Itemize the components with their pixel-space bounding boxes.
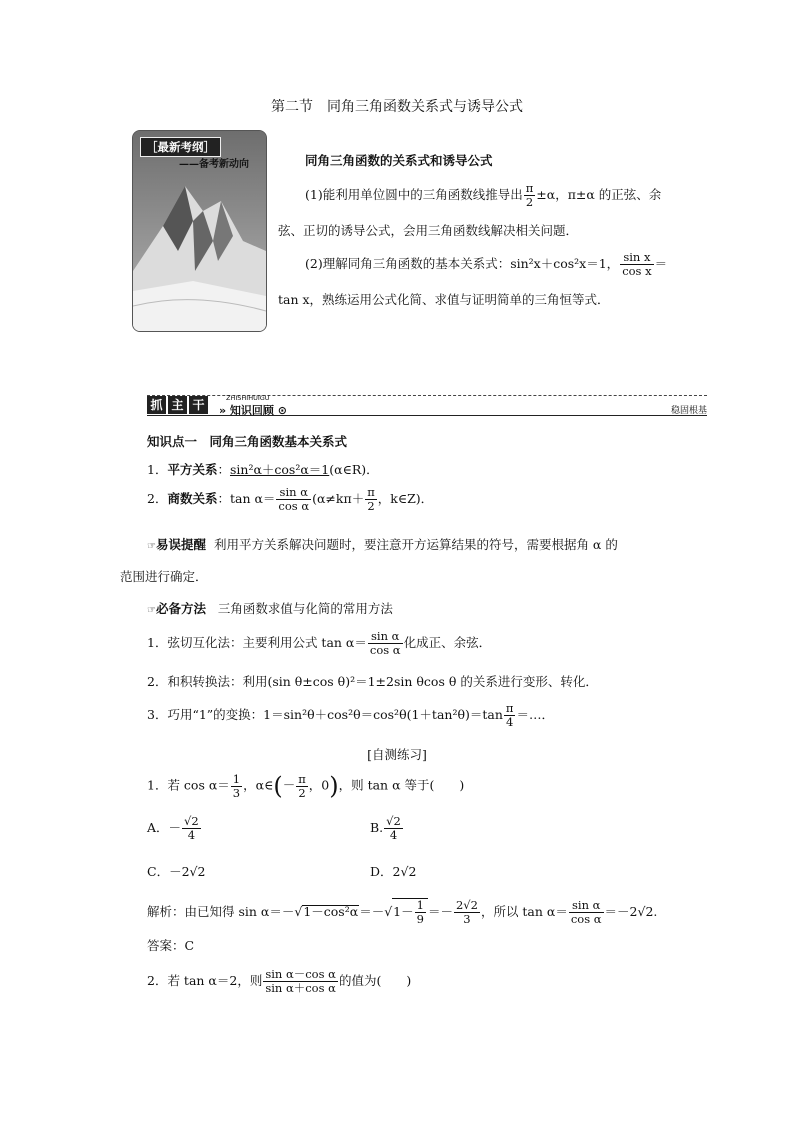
method-1 — [147, 630, 491, 657]
kp-l1-label: 平方关系 — [167, 462, 218, 477]
kp-l2-label: 商数关系 — [167, 491, 218, 506]
warning-line-2: 范围进行确定． — [120, 569, 208, 584]
kp-l1-colon: ： — [217, 462, 230, 477]
pi-numerator: π — [298, 771, 306, 786]
option-d-root: √2 — [400, 864, 417, 879]
banner-char-2: 主 — [168, 396, 187, 414]
sina-numerator: sin α — [276, 486, 311, 500]
option-c-root: √2 — [189, 864, 206, 879]
outline-item-2-text: (2)理解同角三角函数的基本关系式：sin²x＋cos²x＝1， — [305, 256, 620, 271]
method-3-text-a: 3．巧用“1”的变换：1＝sin²θ＋cos²θ＝cos²θ(1＋tan²θ)＝tan — [147, 707, 503, 722]
pi-numerator: π — [525, 181, 534, 195]
mountain-photo — [132, 130, 267, 332]
method-1-text-b: 化成正、余弦． — [403, 635, 492, 650]
kp-heading: 知识点一 同角三角函数基本关系式 — [147, 434, 348, 449]
one-numerator: 1 — [416, 898, 424, 912]
two-denominator: 2 — [367, 499, 375, 513]
banner-label: » 知识回顾 ⊙ — [219, 404, 287, 417]
q2-text-b: 的值为( ) — [338, 973, 412, 988]
option-a[interactable] — [147, 815, 202, 842]
method-3-text-b: ＝…． — [516, 707, 554, 722]
warning-text: 利用平方关系解决问题时，要注意开方运算结果的符号，需要根据角 α 的 — [213, 537, 618, 552]
cosa-denominator: cos α — [278, 499, 310, 513]
sol-text-c: ＝－ — [427, 904, 453, 919]
kp-l2-text: ：tan α＝ — [217, 491, 276, 506]
banner-char-1: 抓 — [147, 396, 166, 414]
kp-l1-num: 1． — [147, 462, 168, 477]
banner-right: 稳固根基 — [670, 406, 707, 416]
banner-bottom-line — [147, 415, 707, 416]
method-note — [147, 599, 393, 617]
method-2: 2．和积转换法：利用(sin θ±cos θ)²＝1±2sin θcos θ 的关系进行变形、转化． — [147, 674, 598, 689]
method-icon: ☞ — [147, 605, 156, 616]
outline-item-1-text-a: (1)能利用单位圆中的三角函数线推导出 — [305, 187, 523, 202]
cosa-denominator: cos α — [570, 912, 602, 926]
one-numerator: 1 — [232, 771, 241, 786]
cosx-denominator: cos x — [622, 264, 652, 278]
page-title: 第二节 同角三角函数关系式与诱导公式 — [271, 99, 523, 115]
option-a-label: A．－ — [147, 820, 182, 835]
outline-tag: ［最新考纲］ — [140, 137, 221, 157]
option-b-label: B. — [370, 820, 384, 835]
equals-sign: ＝ — [654, 256, 668, 271]
four-denominator: 4 — [389, 828, 398, 842]
sol-one-minus: 1－ — [393, 904, 414, 919]
outline-item-2-line2: tan x，熟练运用公式化简、求值与证明简单的三角恒等式． — [278, 292, 610, 307]
kp-line-1 — [147, 460, 379, 478]
sol-text-a: 解析：由已知得 sin α＝－ — [147, 904, 295, 919]
q1-text-b: ，α∈ — [243, 777, 274, 793]
kp-l1-domain: (α∈R)． — [329, 462, 379, 477]
two-root2-numerator: 2√2 — [455, 898, 478, 912]
answer-1: 答案：C — [147, 938, 195, 953]
method-1-text-a: 1．弦切互化法：主要利用公式 tan α＝ — [147, 635, 367, 650]
option-c[interactable] — [147, 862, 205, 880]
root2-numerator: √2 — [184, 814, 199, 828]
q2-denominator: sin α＋cos α — [265, 981, 336, 995]
four-denominator: 4 — [506, 715, 514, 729]
sol-text-b: ＝－ — [359, 904, 385, 919]
kp-l2-cond: (α≠kπ＋ — [312, 491, 365, 506]
kp-l2-end: ，k∈Z)． — [377, 491, 434, 506]
kp-l1-formula: sin²α＋cos²α＝1 — [229, 462, 330, 477]
option-c-label: C．－2 — [147, 864, 190, 879]
four-denominator: 4 — [187, 828, 196, 842]
kp-line-2 — [147, 486, 433, 513]
outline-item-2 — [305, 251, 667, 278]
section-banner — [147, 393, 707, 417]
q1-zero: ，0 — [308, 777, 330, 793]
question-1 — [147, 772, 464, 800]
warning-icon: ☞ — [147, 541, 156, 552]
root2-numerator: √2 — [386, 814, 401, 828]
warning-note — [147, 535, 618, 553]
two-denominator: 2 — [298, 785, 306, 800]
outline-item-1-text-b: ±α，π±α 的正弦、余 — [536, 187, 662, 202]
q1-minus: － — [282, 777, 296, 793]
nine-denominator: 9 — [416, 912, 424, 926]
kp-l2-num: 2． — [147, 491, 168, 506]
option-b[interactable] — [370, 815, 404, 842]
outline-tag-sub: ——备考新动向 — [179, 159, 249, 170]
q1-text-a: 1．若 cos α＝ — [147, 777, 230, 793]
method-3 — [147, 702, 554, 729]
q2-numerator: sin α－cos α — [265, 967, 336, 981]
three-denominator: 3 — [463, 912, 471, 926]
banner-char-3: 干 — [189, 396, 208, 414]
sinx-numerator: sin x — [620, 251, 653, 265]
solution-1: 解析：由已知得 sin α＝－√1－cos²α＝－√1－ $\frac{1}{9}$ ＝－ $\frac{2√2}{3}$ ，所以 tan α＝ $\frac{\text{sin α}}{\text{cos α}}$ ＝－2√2. — [147, 898, 658, 926]
question-2 — [147, 968, 411, 995]
sol-period: . — [653, 904, 658, 919]
sol-text-d: ，所以 tan α＝ — [480, 904, 568, 919]
method-title: 三角函数求值与化简的常用方法 — [217, 601, 393, 616]
option-d[interactable] — [370, 862, 416, 880]
sina-numerator: sin α — [569, 899, 604, 913]
outline-item-1 — [305, 182, 661, 209]
method-label: 必备方法 — [155, 601, 206, 616]
option-d-label: D．2 — [370, 864, 401, 879]
banner-pinyin: ZHISHIHUIGU — [226, 394, 270, 402]
practice-title: [自测练习] — [367, 747, 427, 762]
cosa-denominator: cos α — [369, 643, 401, 657]
outline-item-1-line2: 弦、正切的诱导公式，会用三角函数线解决相关问题． — [278, 223, 579, 238]
left-paren: ( — [273, 772, 283, 800]
two-denominator: 2 — [525, 195, 534, 209]
q2-text-a: 2．若 tan α＝2，则 — [147, 973, 263, 988]
sol-root2: √2 — [637, 904, 654, 919]
pi-numerator: π — [505, 701, 514, 715]
sina-numerator: sin α — [368, 630, 403, 644]
right-paren: ) — [329, 772, 339, 800]
three-denominator: 3 — [232, 785, 241, 800]
pi-numerator: π — [367, 485, 375, 499]
outline-heading: 同角三角函数的关系式和诱导公式 — [305, 153, 493, 168]
q1-text-e: ，则 tan α 等于( ) — [338, 777, 465, 793]
sol-text-e: ＝－2 — [604, 904, 638, 919]
sol-radical-1: 1－cos²α — [303, 904, 359, 919]
warning-label: 易误提醒 — [155, 537, 206, 552]
